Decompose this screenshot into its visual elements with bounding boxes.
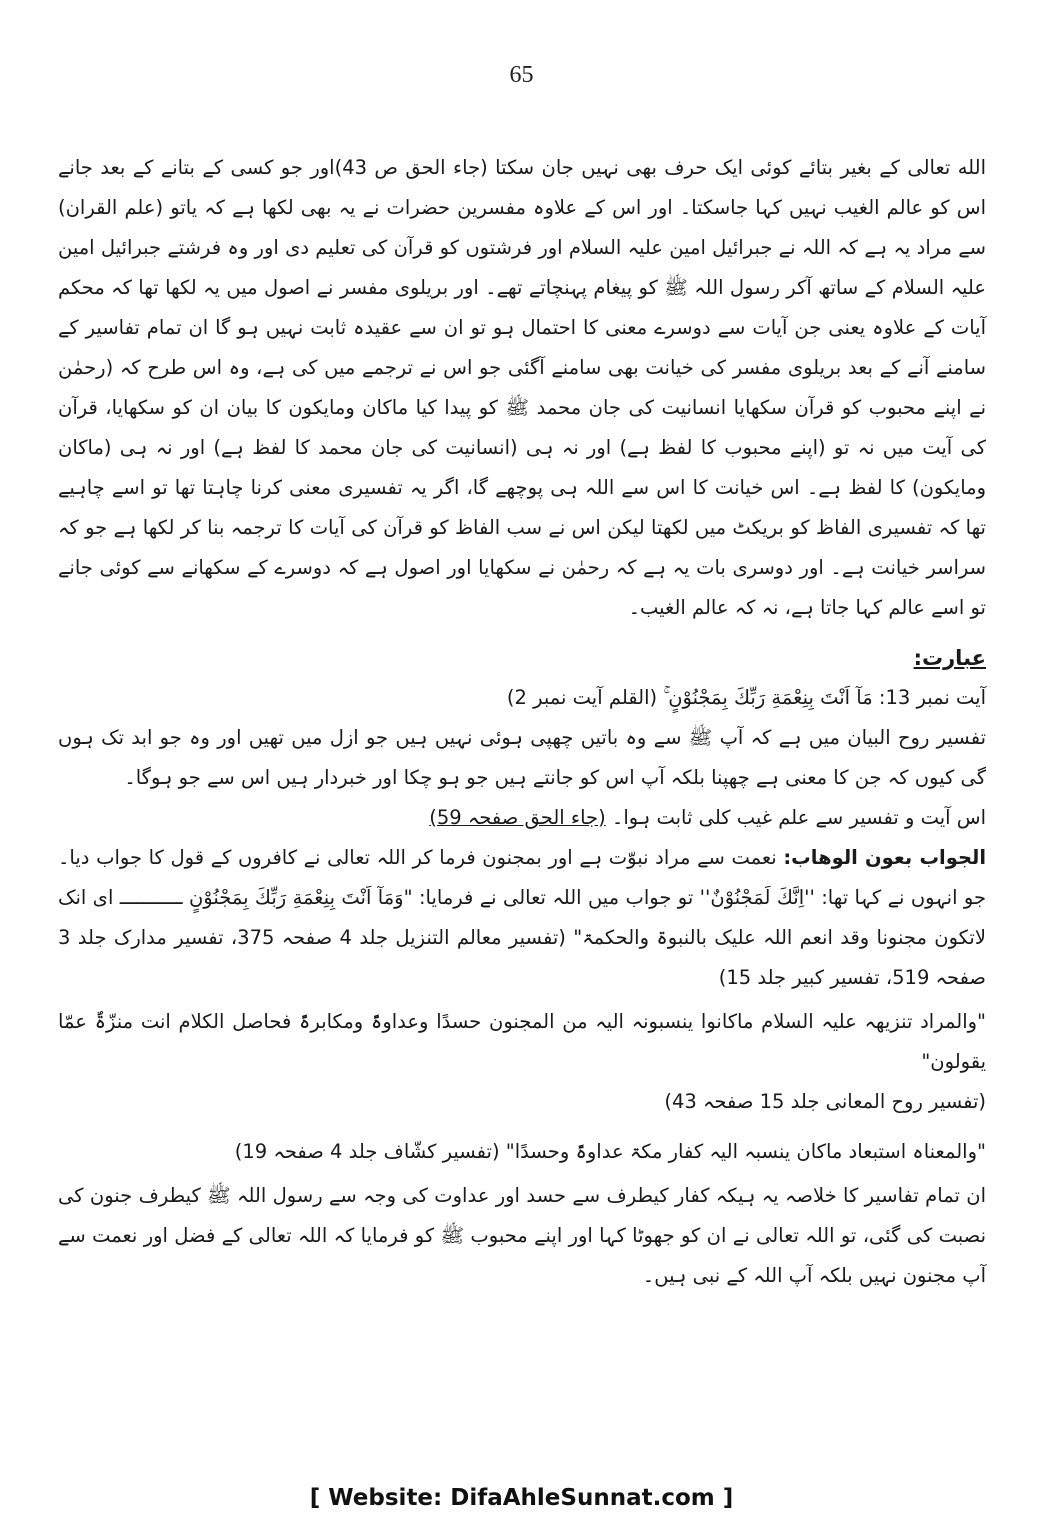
summary-paragraph: ان تمام تفاسیر کا خلاصہ یہ ہیکہ کفار کیطرف سے حسد اور عداوت کی وجہ سے رسول اللہ ﷺ کیطرف جنون کی نصبت کی گئی، تو اللہ تعالی نے ان کو جھوٹا کہا اور اپنے محبوب ﷺ کو فرمایا کہ اللہ تعالی کے فضل اور نعمت سے آپ مجنون نہیں بلکہ آپ اللہ کے نبی ہیں۔ [58, 1184, 986, 1287]
page-body [58, 148, 986, 1296]
conclusion-text: اس آیت و تفسیر سے علم غیب کلی ثابت ہوا۔ [611, 806, 986, 829]
answer-lead: الجواب بعون الوھاب: [783, 846, 987, 869]
kashshaf-quote: "والمعناہ استبعاد ماکان ینسبہ الیہ کفار مکۃ عداوۃً وحسدًا" (تفسیر کشّاف جلد 4 صفحہ 19) [234, 1140, 986, 1163]
ruh-maani-quote: "والمراد تنزیھہ علیہ السلام ماکانوا ینسبونہ الیہ من المجنون حسدًا وعداوۃً ومکابرۃً فحاصل الکلام انت منزّۃٌ عمّا یقولون" [58, 1010, 986, 1073]
tafsir-ruh-bayan-paragraph: تفسیر روح البیان میں ہے کہ آپ ﷺ سے وہ باتیں چھپی ہوئی نہیں ہیں جو ازل میں تھیں اور وہ جو ابد تک ہوں گی کیوں کہ جن کا معنی ہے چھپنا بلکہ آپ اس کو جانتے ہیں جو ہو چکا اور خبردار ہیں اس سے جو ہوگا۔ [58, 726, 986, 789]
ruh-maani-reference: (تفسیر روح المعانی جلد 15 صفحہ 43) [664, 1090, 986, 1113]
answer-text: نعمت سے مراد نبوّت ہے اور بمجنون فرما کر اللہ تعالی نے کافروں کے قول کا جواب دیا۔ جو انہوں نے کہا تھا: ''اِنَّكَ لَمَجْنُوْنٌ'' تو جواب میں اللہ تعالی نے فرمایا: "وَمَآ اَنْتَ بِنِعْمَةِ رَبِّكَ بِمَجْنُوْنٍ ـــــــــــ ای انک لاتکون مجنونا وقد انعم اللہ علیک بالنبوۃ والحکمۃ" (تفسیر معالم التنزیل جلد 4 صفحہ 375، تفسیر مدارک جلد 3 صفحہ 519، تفسیر کبیر جلد 15) [58, 846, 986, 989]
verse-line: آیت نمبر 13: مَآ اَنْتَ بِنِعْمَةِ رَبِّكَ بِمَجْنُوْنٍ ۚ (القلم آیت نمبر 2) [506, 686, 986, 709]
website-footer: [ Website: DifaAhleSunnat.com ] [309, 1485, 734, 1511]
intro-paragraph: الله تعالی کے بغیر بتائے کوئی ایک حرف بھی نہیں جان سکتا (جاء الحق ص 43)اور جو کسی کے بتانے کے بعد جانے اس کو عالم الغیب نہیں کہا جاسکتا۔ اور اس کے علاوہ مفسرین حضرات نے یہ بھی لکھا ہے کہ یاتو (علم القران) سے مراد یہ ہے کہ اللہ نے جبرائیل امین علیہ السلام اور فرشتوں کو قرآن کی تعلیم دی اور وہ فرشتے جبرائیل امین علیہ السلام کے ساتھ آکر رسول اللہ ﷺ کو پیغام پہنچاتے تھے۔ اور بریلوی مفسر نے اصول میں یہ لکھا تھا کہ محکم آیات کے علاوہ یعنی جن آیات سے دوسرے معنی کا احتمال ہو تو ان سے عقیدہ ثابت نہیں ہو گا ان تمام تفاسیر کے سامنے آنے کے بعد بریلوی مفسر کی خیانت بھی سامنے آگئی جو اس نے ترجمے میں کی ہے، وہ اس طرح کہ (رحمٰن نے اپنے محبوب کو قرآن سکھایا انسانیت کی جان محمد ﷺ کو پیدا کیا ماکان ومایکون کا بیان ان کو سکھایا، قرآن کی آیت میں نہ تو (اپنے محبوب کا لفظ ہے) اور نہ ہی (انسانیت کی جان محمد کا لفظ ہے) اور نہ ہی (ماکان ومایکون) کا لفظ ہے۔ اس خیانت کا اس سے اللہ ہی پوچھے گا، اگر یہ تفسیری معنی کرنا چاہتا تھا تو اسے چاہیے تھا کہ تفسیری الفاظ کو بریکٹ میں لکھتا لیکن اس نے سب الفاظ کو قرآن کی آیات کا ترجمہ بنا کر لکھا ہے جو کہ سراسر خیانت ہے۔ اور دوسری بات یہ ہے کہ رحمٰن نے سکھایا اور اصول ہے کہ دوسرے کے سکھانے سے کوئی جانے تو اسے عالم کہا جاتا ہے، نہ کہ عالم الغیب۔ [58, 156, 986, 619]
conclusion-line [58, 798, 986, 838]
conclusion-reference: (جاء الحق صفحہ 59) [429, 806, 606, 829]
page-number: 65 [509, 62, 534, 88]
answer-paragraph [58, 838, 986, 998]
section-heading: عبارت: [913, 646, 986, 670]
